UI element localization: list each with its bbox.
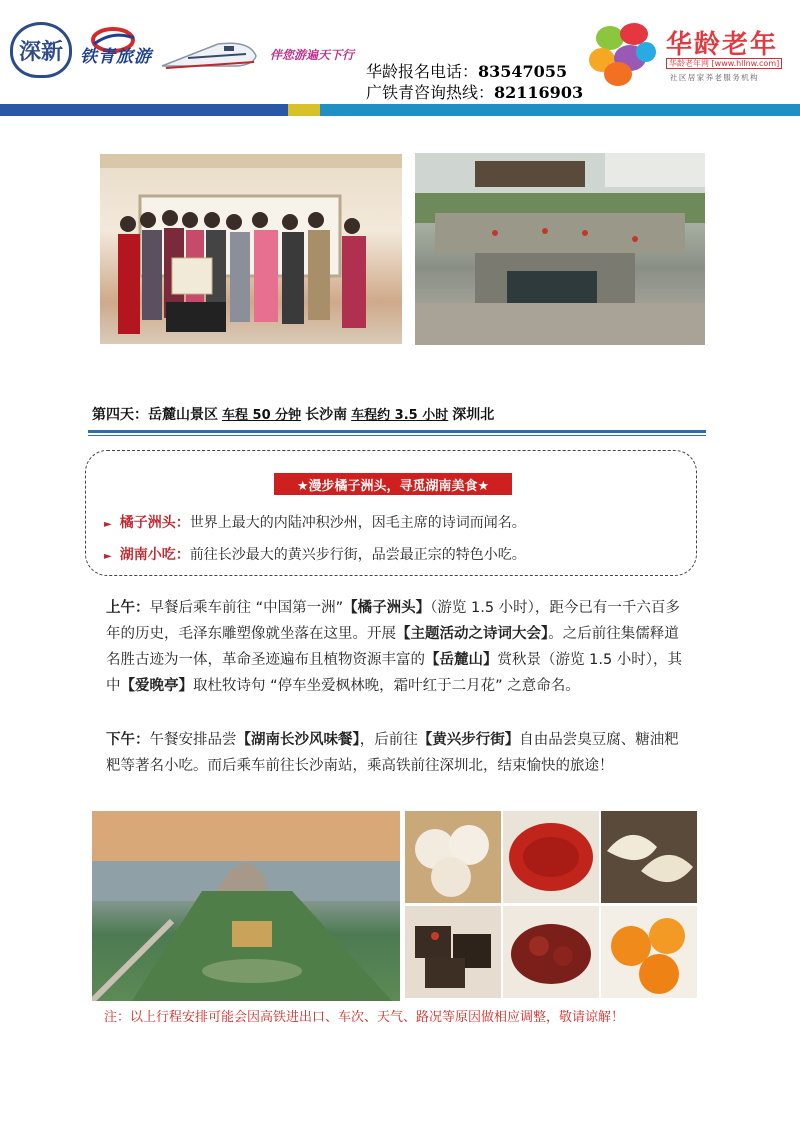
slogan-badge: 伴您游遍天下行	[269, 47, 354, 62]
morning-itinerary: 上午：早餐后乘车前往 “中国第一洲”【橘子洲头】（游览 1.5 小时），距今已有一千六百多年的历史，毛泽东雕塑像就坐落在这里。开展【主题活动之诗词大会】。之后前往集儒释道名胜古迹为一体，革命圣迹遍布且植物资源丰富的【岳麓山】赏秋景（游览 1.5 小时），其中【爱晚亭】取杜牧诗句 “停车坐爱枫林晚，霜叶红于二月花” 之意命名。	[106, 600, 683, 694]
adjustment-notice: 注：以上行程安排可能会因高铁进出口、车次、天气、路况等原因做相应调整，敬请谅解！	[104, 1010, 625, 1025]
afternoon-itinerary: 下午：午餐安排品尝【湖南长沙风味餐】，后前往【黄兴步行街】自由品尝臭豆腐、糖油粑粑等著名小吃。而后乘车前往长沙南站，乘高铁前往深圳北，结束愉快的旅途！	[106, 732, 679, 774]
ancient-well-photo	[415, 153, 705, 345]
hualing-tagline: 社区居家养老服务机构	[670, 73, 759, 82]
dumpling-photo	[601, 811, 697, 903]
sugar-ball-snack-photo	[601, 906, 697, 998]
orange-isle-aerial-photo	[92, 811, 400, 1001]
triangle-bullet-icon: ►	[104, 551, 112, 562]
highlight-item: ► 橘子洲头：世界上最大的内陆冲积沙州，因毛主席的诗词而闻名。	[104, 515, 526, 531]
divider	[88, 430, 706, 433]
header-color-bar	[0, 104, 800, 116]
inquiry-hotline: 广铁青咨询热线：82116903	[366, 83, 584, 102]
day-four-title: 第四天：岳麓山景区 车程 50 分钟 长沙南 车程约 3.5 小时 深圳北	[92, 407, 495, 423]
divider-thin	[88, 435, 706, 436]
shenzhen-logo: 深新	[10, 22, 72, 78]
braised-meat-photo	[503, 906, 599, 998]
registration-phone: 华龄报名电话：83547055	[366, 62, 568, 81]
hualing-brand-name: 华龄老年	[666, 30, 779, 60]
group-celebration-photo	[100, 154, 402, 344]
highlight-item: ► 湖南小吃：前往长沙最大的黄兴步行街，品尝最正宗的特色小吃。	[104, 547, 526, 563]
steamed-bun-photo	[405, 811, 501, 903]
hualing-flower-icon	[588, 22, 660, 88]
tieqing-logo-text: 铁青旅游	[80, 47, 152, 67]
triangle-bullet-icon: ►	[104, 519, 112, 530]
hualing-url: 华龄老年网 [www.hllnw.com]	[666, 58, 782, 69]
crayfish-photo	[503, 811, 599, 903]
stinky-tofu-photo	[405, 906, 501, 998]
bullet-train-icon	[158, 34, 258, 76]
highlights-banner: ★漫步橘子洲头，寻觅湖南美食★	[274, 473, 512, 495]
